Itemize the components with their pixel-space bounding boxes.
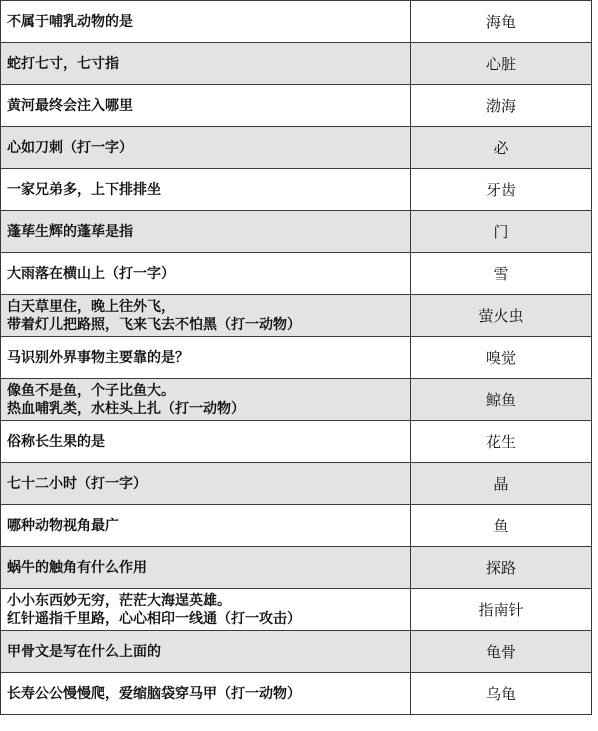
answer-cell: 鱼: [411, 505, 592, 547]
table-row: [1, 379, 592, 421]
answer-cell: 鲸鱼: [411, 379, 592, 421]
table-row: [1, 1, 592, 43]
question-cell: 哪种动物视角最广: [1, 505, 411, 547]
table-row: [1, 589, 592, 631]
table-row: [1, 127, 592, 169]
question-cell: 长寿公公慢慢爬，爱缩脑袋穿马甲（打一动物）: [1, 673, 411, 715]
table-row: [1, 43, 592, 85]
question-cell: 不属于哺乳动物的是: [1, 1, 411, 43]
question-cell: 黄河最终会注入哪里: [1, 85, 411, 127]
answer-cell: 牙齿: [411, 169, 592, 211]
table-row: [1, 547, 592, 589]
answer-cell: 萤火虫: [411, 295, 592, 337]
table-row: [1, 673, 592, 715]
answer-cell: 渤海: [411, 85, 592, 127]
answer-cell: 嗅觉: [411, 337, 592, 379]
question-cell: 甲骨文是写在什么上面的: [1, 631, 411, 673]
answer-cell: 乌龟: [411, 673, 592, 715]
question-cell: 大雨落在横山上（打一字）: [1, 253, 411, 295]
question-cell: 心如刀刺（打一字）: [1, 127, 411, 169]
question-cell: 像鱼不是鱼，个子比鱼大。 热血哺乳类，水柱头上扎（打一动物）: [1, 379, 411, 421]
question-cell: 蛇打七寸，七寸指: [1, 43, 411, 85]
answer-cell: 晶: [411, 463, 592, 505]
answer-cell: 心脏: [411, 43, 592, 85]
table-row: [1, 169, 592, 211]
question-cell: 俗称长生果的是: [1, 421, 411, 463]
answer-cell: 雪: [411, 253, 592, 295]
question-cell: 小小东西妙无穷，茫茫大海逞英雄。 红针遥指千里路，心心相印一线通（打一攻击）: [1, 589, 411, 631]
answer-cell: 指南针: [411, 589, 592, 631]
question-cell: 蜗牛的触角有什么作用: [1, 547, 411, 589]
table-row: [1, 295, 592, 337]
answer-cell: 海龟: [411, 1, 592, 43]
answer-cell: 探路: [411, 547, 592, 589]
table-row: [1, 211, 592, 253]
table-row: [1, 421, 592, 463]
table-row: [1, 463, 592, 505]
answer-cell: 龟骨: [411, 631, 592, 673]
table-row: [1, 337, 592, 379]
answer-cell: 门: [411, 211, 592, 253]
table-row: [1, 253, 592, 295]
riddle-table-body: [1, 1, 592, 715]
answer-cell: 花生: [411, 421, 592, 463]
question-cell: 白天草里住，晚上往外飞， 带着灯儿把路照，飞来飞去不怕黑（打一动物）: [1, 295, 411, 337]
table-row: [1, 85, 592, 127]
answer-cell: 必: [411, 127, 592, 169]
table-row: [1, 505, 592, 547]
question-cell: 七十二小时（打一字）: [1, 463, 411, 505]
table-row: [1, 631, 592, 673]
question-cell: 一家兄弟多，上下排排坐: [1, 169, 411, 211]
question-cell: 蓬荜生辉的蓬荜是指: [1, 211, 411, 253]
question-cell: 马识别外界事物主要靠的是？: [1, 337, 411, 379]
